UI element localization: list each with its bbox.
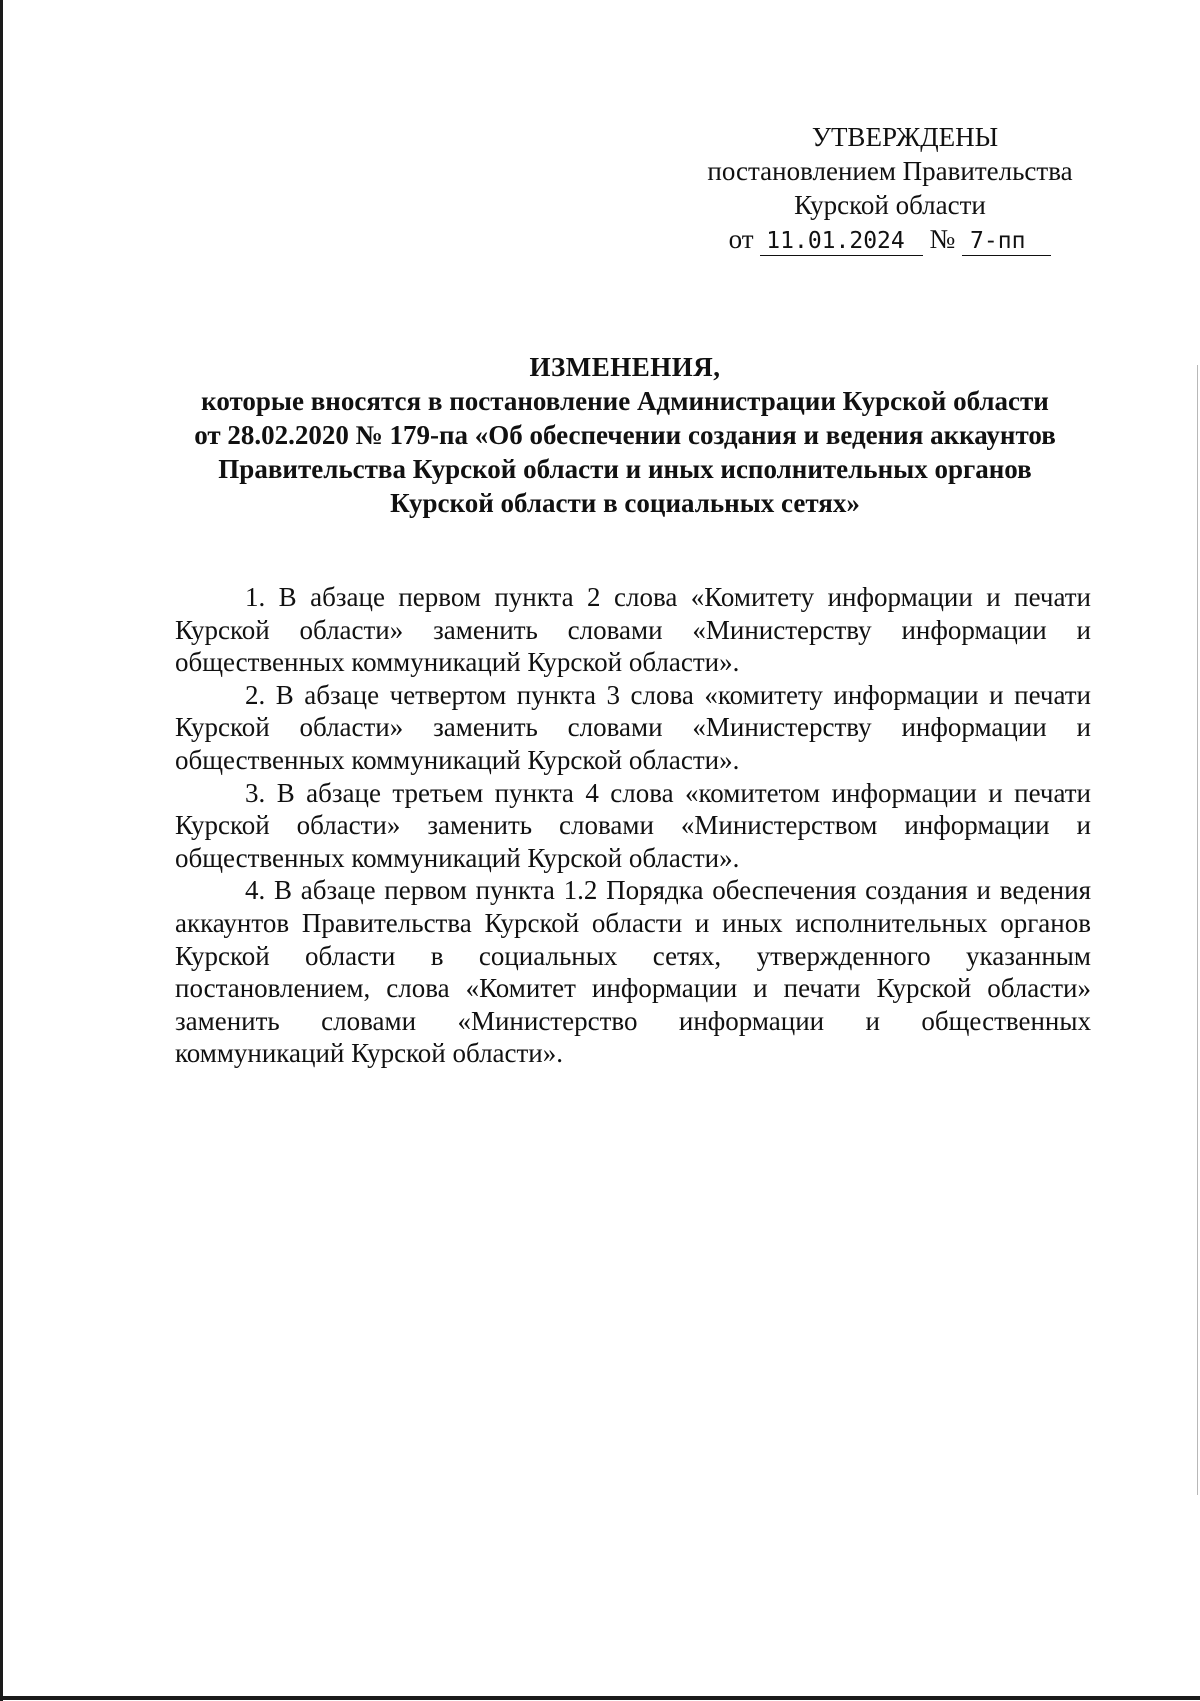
- paragraph-1: 1. В абзаце первом пункта 2 слова «Комитету информации и печати Курской области» заменить словами «Министерству информации и общественных коммуникаций Курской области».: [175, 582, 1091, 678]
- paragraph-4: 4. В абзаце первом пункта 1.2 Порядка обеспечения создания и ведения аккаунтов Правительства Курской области и иных исполнительных органов Курской области в социальных сетях, утвержденного указанным постановлением, слова «Комитет информации и печати Курской области» заменить словами «Министерство информации и общественных коммуникаций Курской области».: [175, 875, 1091, 1069]
- number-sign: №: [929, 224, 956, 254]
- approval-date-line: [660, 222, 1120, 256]
- document-title: [150, 350, 1100, 520]
- approval-authority: постановлением Правительства: [707, 156, 1073, 186]
- approval-number: 7-пп: [962, 227, 1051, 256]
- title-line: которые вносятся в постановление Администрации Курской области: [201, 386, 1049, 416]
- approval-region: Курской области: [794, 190, 986, 220]
- title-heading: ИЗМЕНЕНИЯ,: [529, 352, 721, 382]
- scan-edge-left: [0, 0, 3, 1701]
- title-line: Правительства Курской области и иных исполнительных органов: [218, 454, 1032, 484]
- approval-date: 11.01.2024: [760, 227, 922, 256]
- approval-heading: УТВЕРЖДЕНЫ: [811, 122, 999, 152]
- paragraph-3: 3. В абзаце третьем пункта 4 слова «комитетом информации и печати Курской области» заменить словами «Министерством информации и общественных коммуникаций Курской области».: [175, 777, 1091, 873]
- approval-stamp: [660, 120, 1120, 256]
- paragraph-2: 2. В абзаце четвертом пункта 3 слова «комитету информации и печати Курской области» заменить словами «Министерству информации и общественных коммуникаций Курской области».: [175, 679, 1091, 775]
- scan-edge-right: [1197, 365, 1198, 1495]
- title-line: Курской области в социальных сетях»: [390, 488, 860, 518]
- date-prefix: от: [728, 224, 754, 254]
- scan-edge-bottom: [0, 1696, 1200, 1700]
- document-body: [175, 581, 1091, 1070]
- title-line: от 28.02.2020 № 179-па «Об обеспечении создания и ведения аккаунтов: [194, 420, 1056, 450]
